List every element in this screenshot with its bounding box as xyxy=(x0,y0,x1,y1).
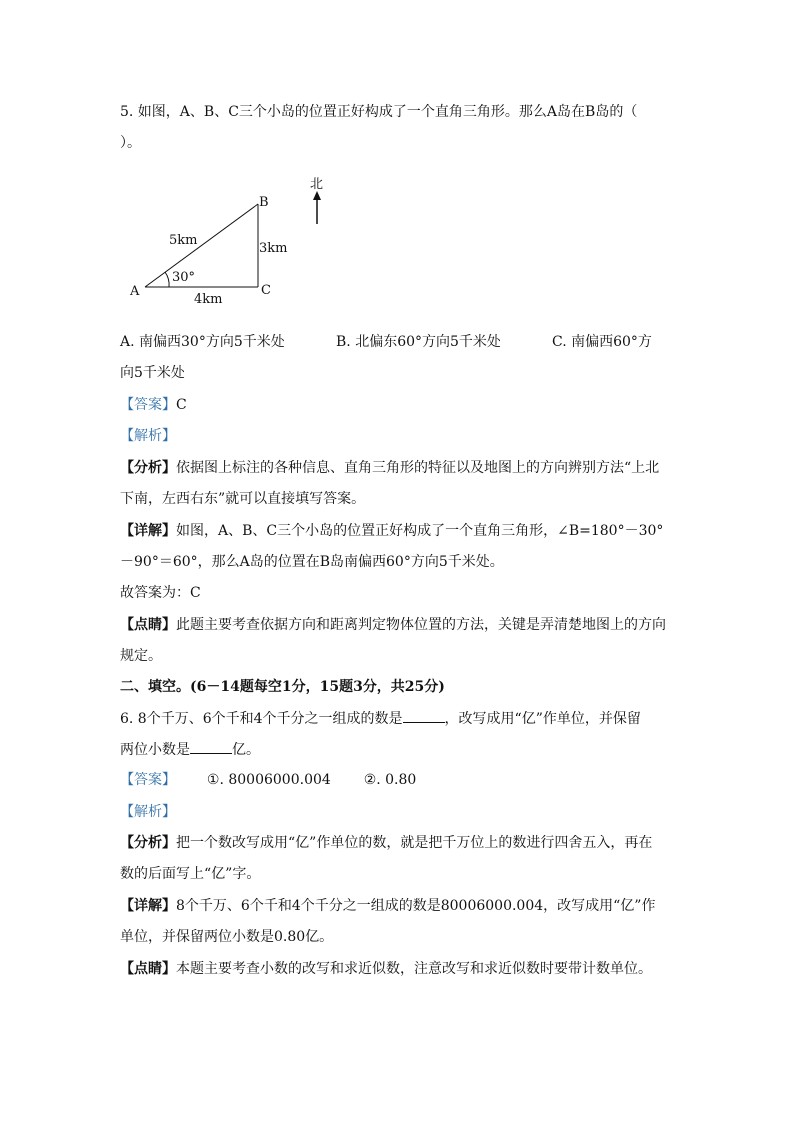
answer-tag: 【答案】 xyxy=(120,772,176,788)
answer-value: C xyxy=(176,397,187,413)
q6-xiangjie-line1 xyxy=(120,896,655,916)
answer-tag: 【答案】 xyxy=(120,397,176,413)
answer-value-2: ②. 0.80 xyxy=(363,772,417,788)
vertex-b-label: B xyxy=(259,195,269,210)
q5-fenxi-line1 xyxy=(120,458,659,478)
q6-stem-part1: 6. 8个千万、6个千和4个千分之一组成的数是 xyxy=(120,711,403,727)
dianjing-text: 本题主要考查小数的改写和求近似数，注意改写和求近似数时要带计数单位。 xyxy=(176,961,652,977)
q6-fenxi-line2: 数的后面写上“亿”字。 xyxy=(120,866,261,882)
vertex-a-label: A xyxy=(130,284,140,299)
fenxi-text: 依据图上标注的各种信息、直角三角形的特征以及地图上的方向辨别方法“上北 xyxy=(176,460,660,476)
section-2-heading: 二、填空。(6－14题每空1分，15题3分，共25分) xyxy=(120,679,445,695)
fenxi-tag: 【分析】 xyxy=(120,460,176,476)
xiangjie-text: 如图，A、B、C三个小岛的位置正好构成了一个直角三角形，∠B=180°－30° xyxy=(176,523,664,539)
vertical-side-length: 3km xyxy=(259,241,288,256)
q5-option-b: B. 北偏东60°方向5千米处 xyxy=(336,334,501,350)
q5-answer xyxy=(120,395,187,415)
q5-option-c: C. 南偏西60°方 xyxy=(552,334,652,350)
q6-stem-part4: 亿。 xyxy=(232,742,260,758)
q5-analysis-tag: 【解析】 xyxy=(120,428,176,444)
answer-value-1: ①. 80006000.004 xyxy=(206,772,331,788)
q5-stem-line2: ）。 xyxy=(120,135,141,151)
north-arrow-head xyxy=(313,191,321,200)
q6-stem-part3: 两位小数是 xyxy=(120,742,190,758)
q6-stem-line1 xyxy=(120,708,641,729)
q6-xiangjie-line2: 单位，并保留两位小数是0.80亿。 xyxy=(120,929,334,945)
q5-dianjing-line2: 规定。 xyxy=(120,648,162,664)
q6-fenxi-line1 xyxy=(120,833,652,853)
dianjing-tag: 【点睛】 xyxy=(120,961,176,977)
q6-blank-2 xyxy=(190,739,232,754)
q6-answer xyxy=(120,770,416,790)
dianjing-tag: 【点睛】 xyxy=(120,617,176,633)
north-label: 北 xyxy=(310,177,324,192)
q5-fenxi-line2: 下南，左西右东”就可以直接填写答案。 xyxy=(120,491,366,507)
q5-stem-line1: 5. 如图，A、B、C三个小岛的位置正好构成了一个直角三角形。那么A岛在B岛的（ xyxy=(120,104,638,120)
q6-blank-1 xyxy=(403,708,445,723)
q6-stem-part2: ，改写成用“亿”作单位，并保留 xyxy=(444,711,641,727)
q5-xiangjie-line1 xyxy=(120,521,663,541)
base-length: 4km xyxy=(194,292,223,307)
q6-dianjing-line1 xyxy=(120,959,652,979)
dianjing-text: 此题主要考查依据方向和距离判定物体位置的方法，关键是弄清楚地图上的方向 xyxy=(176,617,666,633)
side-ab xyxy=(145,204,258,287)
angle-label: 30° xyxy=(172,270,196,285)
q6-stem-line2 xyxy=(120,739,260,760)
q5-option-c-cont: 向5千米处 xyxy=(120,365,185,381)
xiangjie-tag: 【详解】 xyxy=(120,898,176,914)
xiangjie-tag: 【详解】 xyxy=(120,523,176,539)
hypotenuse-length: 5km xyxy=(169,233,198,248)
fenxi-tag: 【分析】 xyxy=(120,835,176,851)
angle-arc xyxy=(165,272,169,287)
fenxi-text: 把一个数改写成用“亿”作单位的数，就是把千万位上的数进行四舍五入，再在 xyxy=(176,835,653,851)
vertex-c-label: C xyxy=(261,283,271,298)
xiangjie-text: 8个千万、6个千和4个千分之一组成的数是80006000.004，改写成用“亿”作 xyxy=(176,898,656,914)
triangle-diagram xyxy=(120,168,340,308)
q6-analysis-tag: 【解析】 xyxy=(120,804,176,820)
q5-xiangjie-line2: －90°＝60°，那么A岛的位置在B岛南偏西60°方向5千米处。 xyxy=(120,554,504,570)
q5-option-a: A. 南偏西30°方向5千米处 xyxy=(120,334,285,350)
q5-conclusion: 故答案为：C xyxy=(120,585,201,601)
q5-dianjing-line1 xyxy=(120,615,666,635)
